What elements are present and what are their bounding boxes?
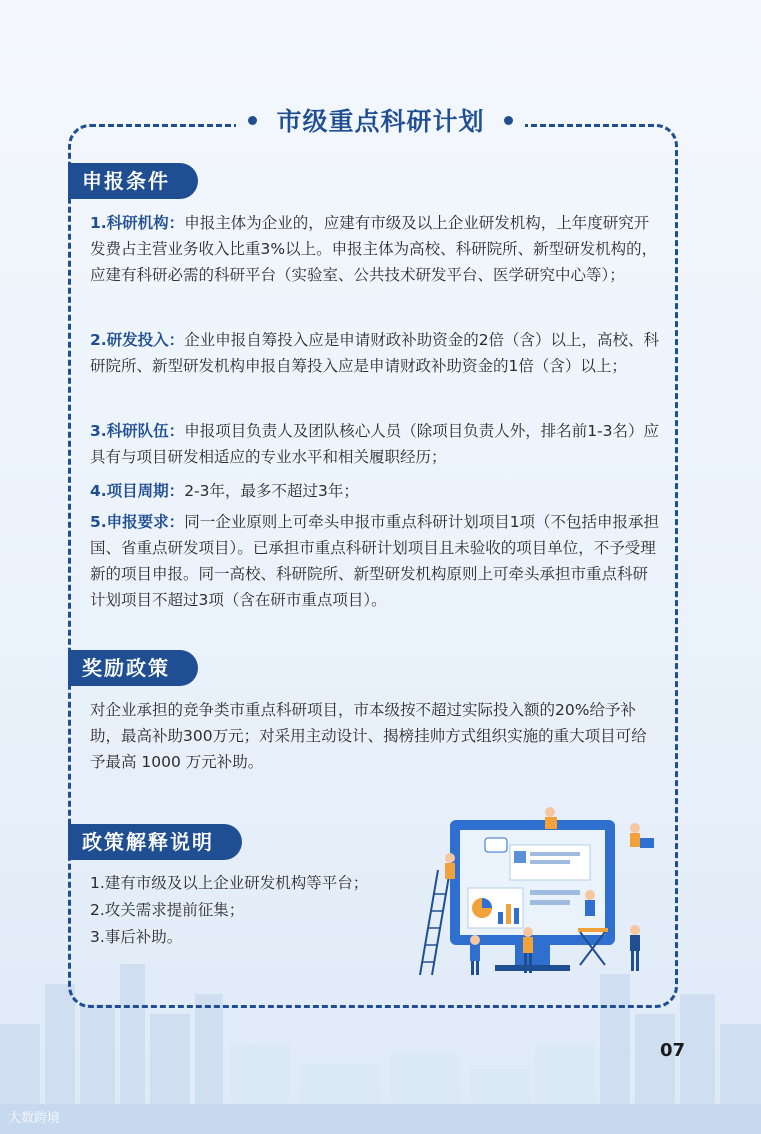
condition-label: 3.科研队伍： bbox=[90, 422, 185, 440]
condition-label: 5.申报要求： bbox=[90, 513, 185, 531]
condition-text: 申报主体为企业的，应建有市级及以上企业研发机构，上年度研究开发费占主营业务收入比重3%以上。申报主体为高校、科研院所、新型研发机构的，应建有科研必需的科研平台（实验室、公共技术研发平台、医学研究中心等）； bbox=[90, 214, 658, 284]
condition-item-2 bbox=[90, 327, 660, 379]
condition-item-5 bbox=[90, 509, 660, 613]
section-heading-conditions: 申报条件 bbox=[68, 163, 198, 199]
section-heading-rewards: 奖励政策 bbox=[68, 650, 198, 686]
explain-item-2: 2.攻关需求提前征集； bbox=[90, 901, 245, 919]
condition-label: 1.科研机构： bbox=[90, 214, 185, 232]
explain-list bbox=[90, 870, 390, 951]
title-bar bbox=[0, 102, 761, 138]
condition-item-4 bbox=[90, 478, 660, 504]
title-dot-right bbox=[504, 116, 513, 125]
watermark: 大数跨境 bbox=[8, 1111, 61, 1126]
condition-text: 申报项目负责人及团队核心人员（除项目负责人外，排名前1-3名）应具有与项目研发相适应的专业水平和相关履职经历； bbox=[90, 422, 660, 466]
team-computer-illustration bbox=[410, 800, 665, 982]
condition-label: 2.研发投入： bbox=[90, 331, 185, 349]
condition-item-1 bbox=[90, 210, 660, 288]
rewards-text: 对企业承担的竞争类市重点科研项目，市本级按不超过实际投入额的20%给予补助，最高补助300万元；对采用主动设计、揭榜挂帅方式组织实施的重大项目可给予最高 1000 万元补助。 bbox=[90, 701, 647, 771]
explain-item-1: 1.建有市级及以上企业研发机构等平台； bbox=[90, 874, 369, 892]
title-dot-left bbox=[248, 116, 257, 125]
explain-item-3: 3.事后补助。 bbox=[90, 928, 183, 946]
condition-label: 4.项目周期： bbox=[90, 482, 185, 500]
page-title: 市级重点科研计划 bbox=[276, 107, 485, 136]
section-heading-explain: 政策解释说明 bbox=[68, 824, 242, 860]
condition-item-3 bbox=[90, 418, 660, 470]
condition-text: 2-3年，最多不超过3年； bbox=[184, 482, 359, 500]
condition-text: 企业申报自筹投入应是申请财政补助资金的2倍（含）以上，高校、科研院所、新型研发机构申报自筹投入应是申请财政补助资金的1倍（含）以上； bbox=[90, 331, 660, 375]
page-number: 07 bbox=[659, 1040, 685, 1061]
condition-text: 同一企业原则上可牵头申报市重点科研计划项目1项（不包括申报承担国、省重点研发项目）。已承担市重点科研计划项目且未验收的项目单位，不予受理新的项目申报。同一高校、科研院所、新型研发机构原则上可牵头承担市重点科研计划项目不超过3项（含在研市重点项目）。 bbox=[90, 513, 660, 609]
